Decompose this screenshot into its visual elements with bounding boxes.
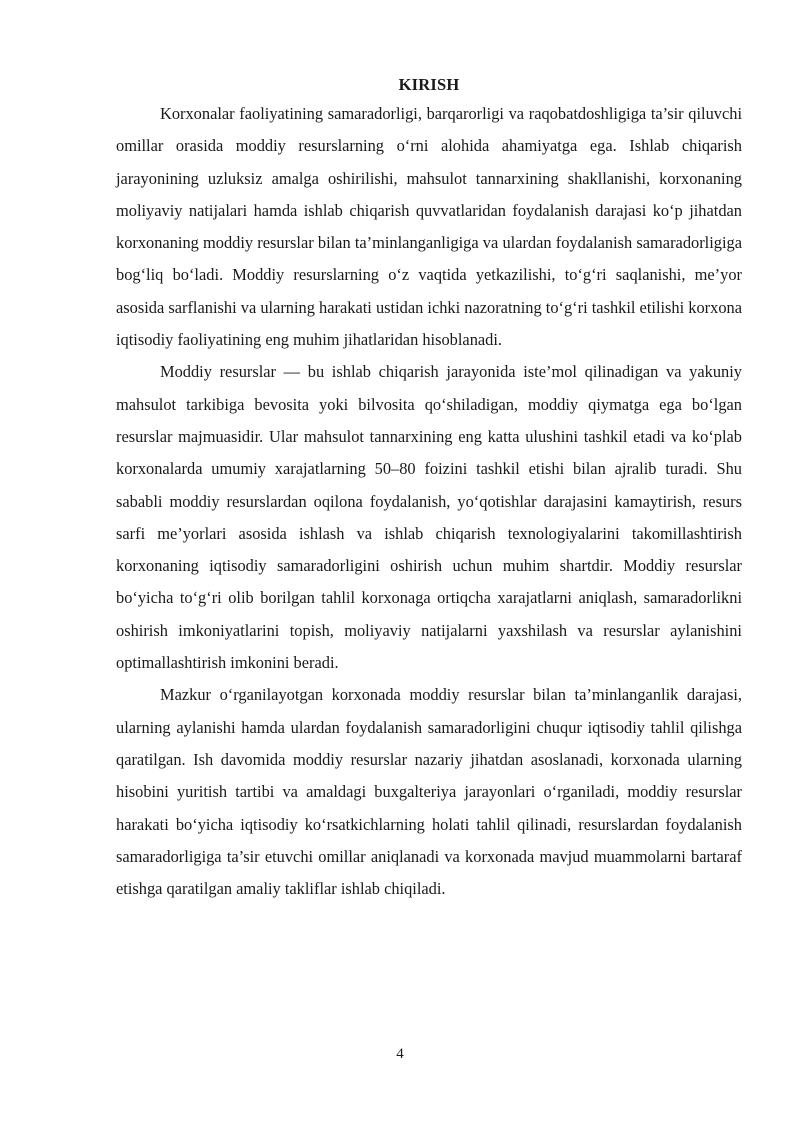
page-content (116, 72, 742, 905)
paragraph-3: Mazkur o‘rganilayotgan korxonada moddiy resurslar bilan ta’minlanganlik darajasi, ularning aylanishi hamda ulardan foydalanish samaradorligini chuqur iqtisodiy tahlil qilishga qaratilgan. Ish davomida moddiy resurslar nazariy jihatdan asoslanadi, korxonada ularning hisobini yuritish tartibi va amaldagi buxgalteriya jarayonlari o‘rganiladi, moddiy resurslar harakati bo‘yicha iqtisodiy ko‘rsatkichlarning holati tahlil qilinadi, resurslardan foydalanish samaradorligiga ta’sir etuvchi omillar aniqlanadi va korxonada mavjud muammolarni bartaraf etishga qaratilgan amaliy takliflar ishlab chiqiladi. (116, 685, 742, 899)
paragraph-2: Moddiy resurslar — bu ishlab chiqarish jarayonida iste’mol qilinadigan va yakuniy mahsulot tarkibiga bevosita yoki bilvosita qo‘shiladigan, moddiy qiymatga ega bo‘lgan resurslar majmuasidir. Ular mahsulot tannarxining eng katta ulushini tashkil etadi va ko‘plab korxonalarda umumiy xarajatlarning 50–80 foizini tashkil etishi bilan ajralib turadi. Shu sababli moddiy resurslardan oqilona foydalanish, yo‘qotishlar darajasini kamaytirish, resurs sarfi me’yorlari asosida ishlash va ishlab chiqarish texnologiyalarini takomillashtirish korxonaning iqtisodiy samaradorligini oshirish uchun muhim shartdir. Moddiy resurslar bo‘yicha to‘g‘ri olib borilgan tahlil korxonaga ortiqcha xarajatlarni aniqlash, samaradorlikni oshirish imkoniyatlarini topish, moliyaviy natijalarni yaxshilash va resurslar aylanishini optimallashtirish imkonini beradi. (116, 362, 742, 673)
page-title: KIRISH (398, 75, 460, 94)
page-number: 4 (396, 1046, 404, 1062)
paragraph-1: Korxonalar faoliyatining samaradorligi, barqarorligi va raqobatdoshligiga ta’sir qiluvchi omillar orasida moddiy resurslarning o‘rni alohida ahamiyatga ega. Ishlab chiqarish jarayonining uzluksiz amalga oshirilishi, mahsulot tannarxining shakllanishi, korxonaning moliyaviy natijalari hamda ishlab chiqarish quvvatlaridan foydalanish darajasi ko‘p jihatdan korxonaning moddiy resurslar bilan ta’minlanganligiga va ulardan foydalanish samaradorligiga bog‘liq bo‘ladi. Moddiy resurslarning o‘z vaqtida yetkazilishi, to‘g‘ri saqlanishi, me’yor asosida sarflanishi va ularning harakati ustidan ichki nazoratning to‘g‘ri tashkil etilishi korxona iqtisodiy faoliyatining eng muhim jihatlaridan hisoblanadi. (116, 104, 742, 350)
